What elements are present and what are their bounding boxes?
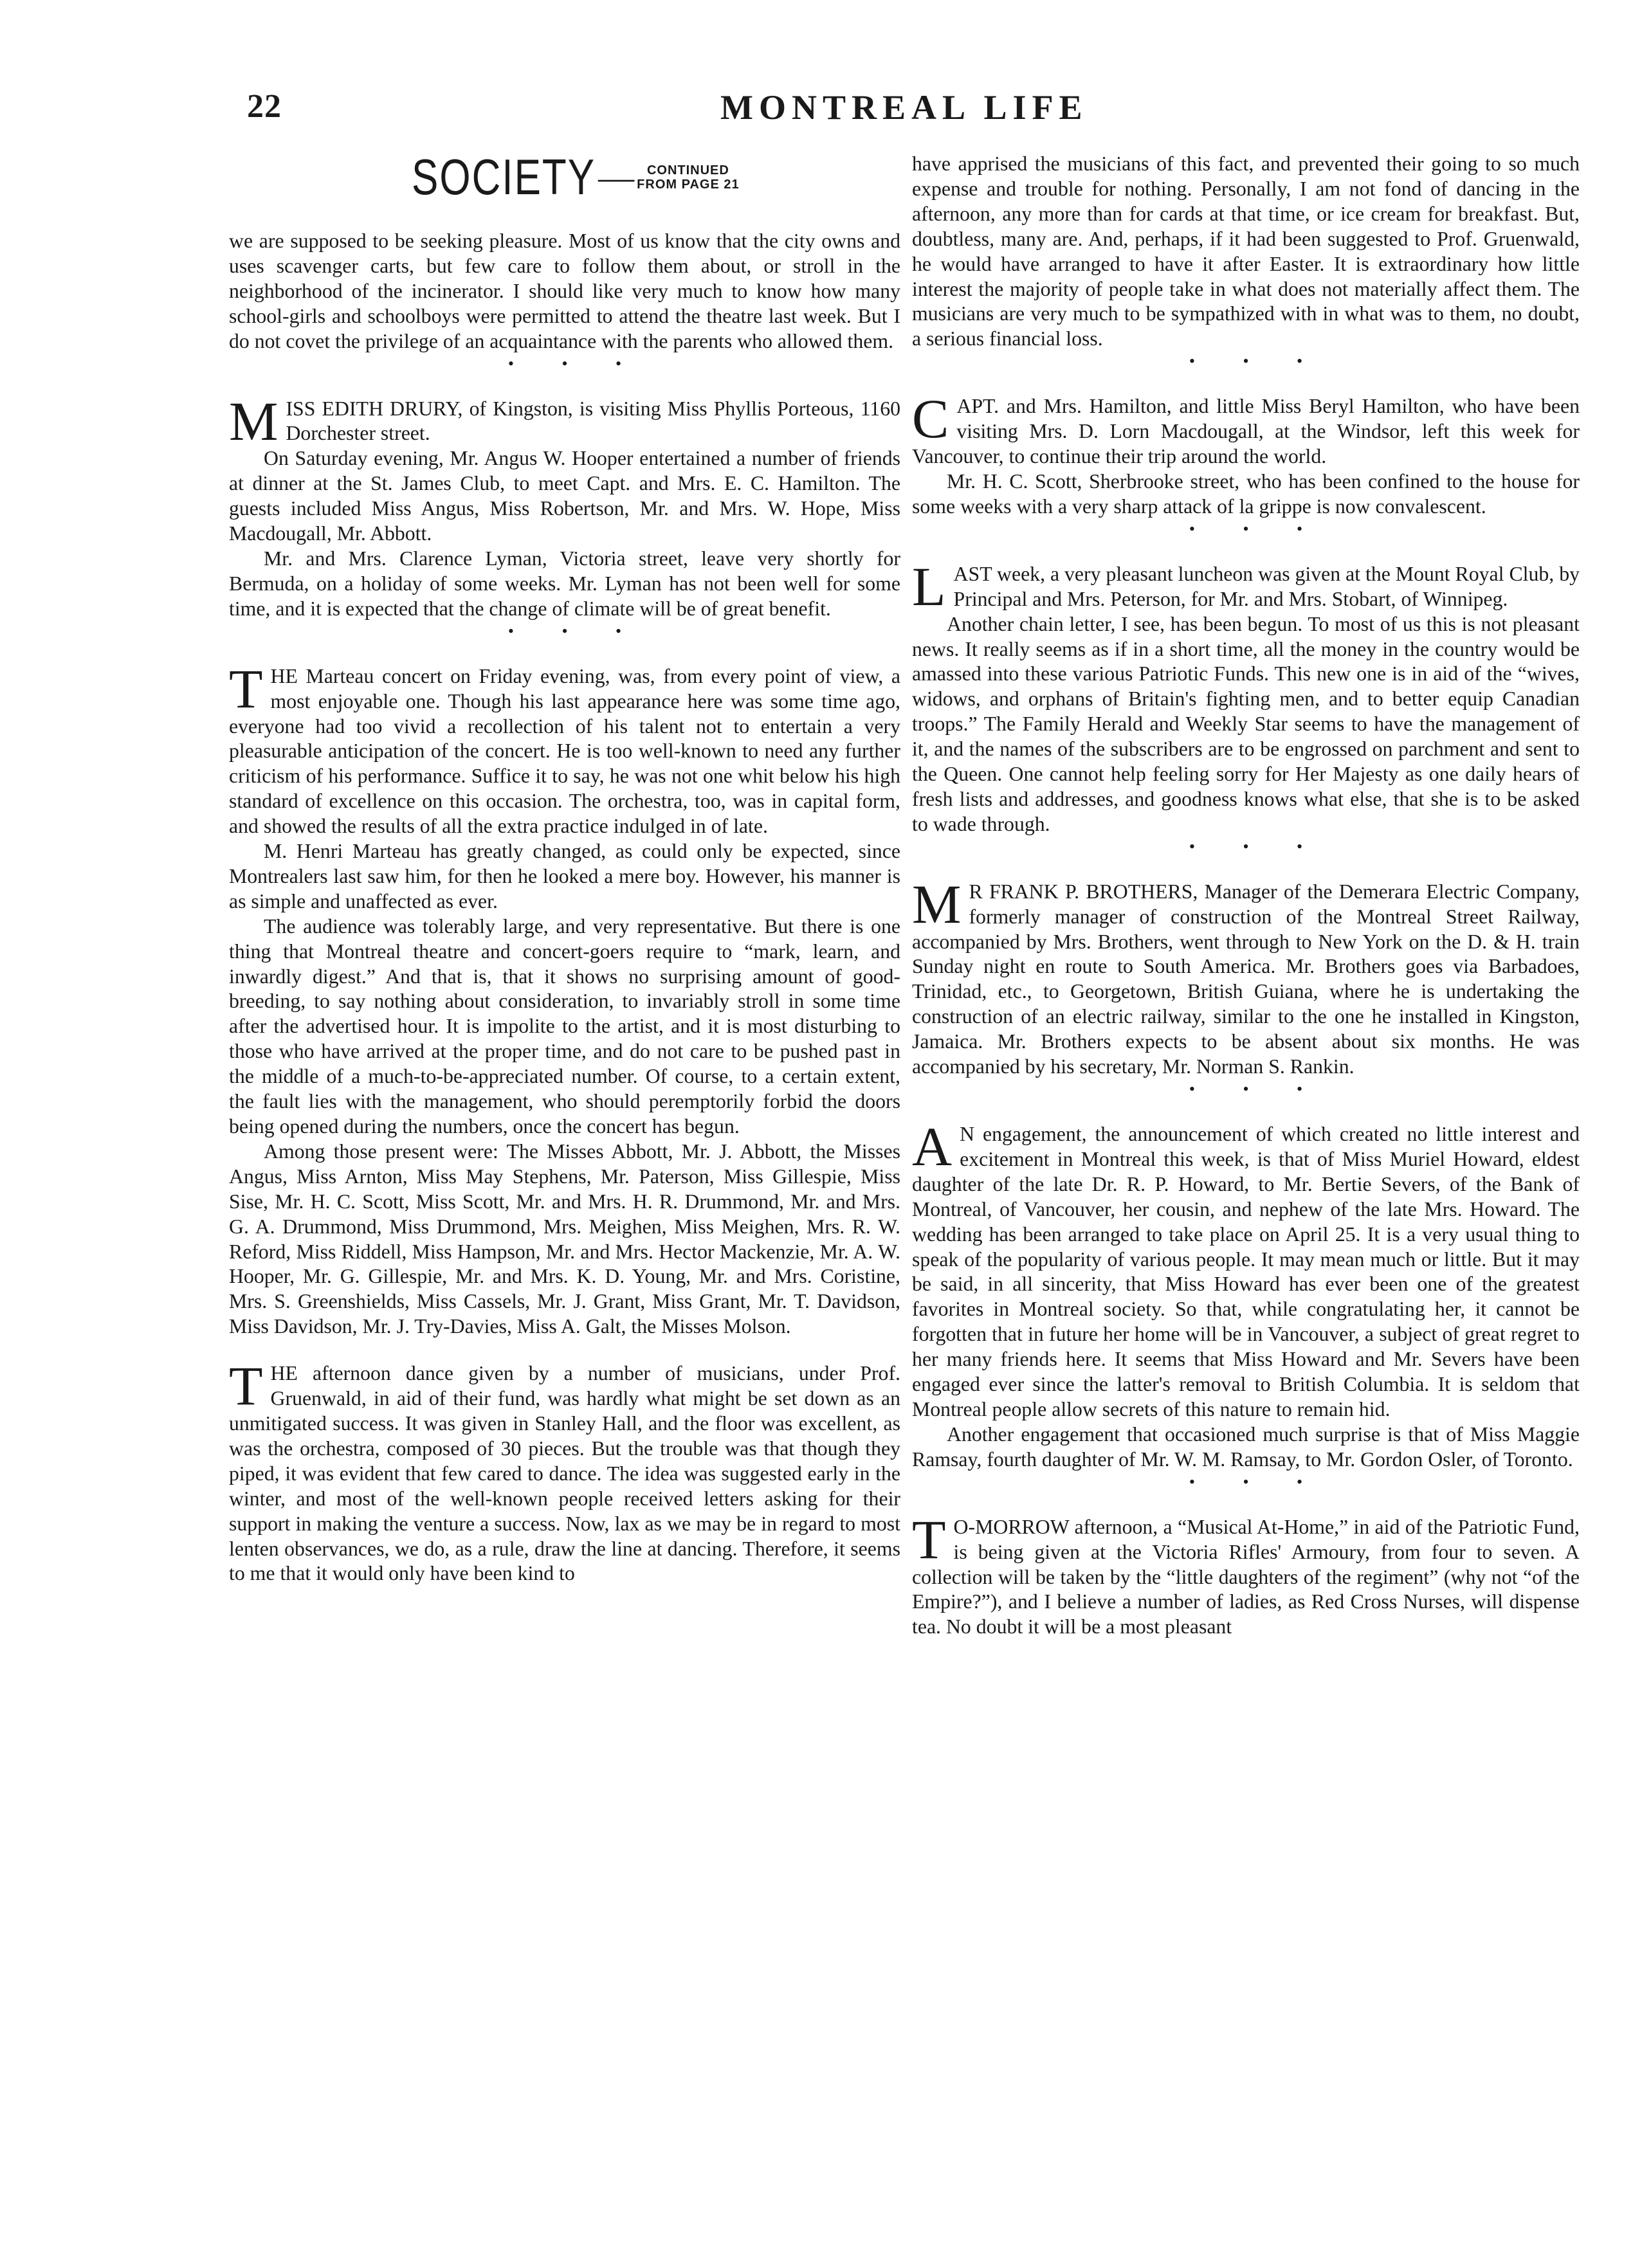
- separator: • • •: [1189, 837, 1325, 856]
- paragraph: On Saturday evening, Mr. Angus W. Hooper entertained a number of friends at dinner at the St. James Club, to meet Capt. and Mrs. E. C. Hamilton. The guests included Miss Angus, Miss Robertson, Mr. and Mrs. W. Hope, Miss Macdougall, Mr. Abbott.: [229, 447, 900, 545]
- paragraph: Mr. H. C. Scott, Sherbrooke street, who has been confined to the house for some weeks with a very sharp attack of la grippe is now convalescent.: [912, 469, 1580, 518]
- article-hamilton: [912, 388, 1580, 520]
- article-drury: [229, 390, 900, 622]
- paragraph: THE Marteau concert on Friday evening, was, from every point of view, a most enjoyable one. Though his last appearance here was some time ago, everyone had too vivid a recollection of his talent not to entertain a very pleasurable anticipation of the concert. He is too well-known to need any further criticism of his performance. Suffice it to say, he was not one whit below his high standard of excellence on this occasion. The orchestra, too, was in capital form, and showed the results of all the extra practice indulged in of late.: [229, 657, 900, 838]
- article-continuation: we are supposed to be seeking pleasure. Most of us know that the city owns and uses scavenger carts, but few care to follow them about, or stroll in the neighborhood of the incinerator. I should like very much to know how many school-girls and schoolboys were permitted to attend the theatre last week. But I do not covet the privilege of an acquaintance with the parents who allowed them.: [229, 230, 900, 352]
- paragraph: The audience was tolerably large, and very representative. But there is one thing that Montreal theatre and concert-goers require to “mark, learn, and inwardly digest.” And that is, that it shows no surprising amount of good-breeding, to say nothing about consideration, to invariably stroll in some time after the advertised hour. It is impolite to the artist, and it is most disturbing to those who have arrived at the proper time, and do not care to be pushed past in the middle of a much-to-be-appreciated number. Of course, to a certain extent, the fault lies with the management, who should peremptorily forbid the doors being opened during the numbers, once the concert has begun.: [229, 914, 900, 1138]
- article-brothers: [912, 873, 1580, 1080]
- separator: • • •: [1189, 519, 1325, 538]
- article-dance: [229, 1355, 900, 1586]
- separator: • • •: [507, 354, 644, 373]
- running-head: MONTREAL LIFE: [720, 88, 1088, 127]
- paragraph: T O-MORROW afternoon, a “Musical At-Home,” in aid of the Patriotic Fund, is being given at the Victoria Rifles' Armoury, from four to seven. A collection will be taken by the “little daughters of the regiment” (why not “of the Empire?”), and I believe a number of ladies, as Red Cross Nurses, will dispense tea. No doubt it will be a most pleasant: [912, 1508, 1580, 1638]
- separator: • • •: [1189, 1080, 1325, 1098]
- paragraph: THE afternoon dance given by a number of musicians, under Prof. Gruenwald, in aid of their fund, was hardly what might be set down as an unmitigated success. It was given in Stanley Hall, and the floor was excellent, as was the orchestra, composed of 30 pieces. But the trouble was that though they piped, it was evident that few cared to dance. The idea was suggested early in the winter, and most of the well-known people received letters asking for their support in making the venture a success. Now, lax as we may be in regard to most lenten observances, we do, as a rule, draw the line at dancing. Therefore, it seems to me that it would only have been kind to: [229, 1355, 900, 1585]
- paragraph: CAPT. and Mrs. Hamilton, and little Miss Beryl Hamilton, who have been visiting Mrs. D. Lorn Macdougall, at the Windsor, left this week for Vancouver, to continue their trip around the world.: [912, 388, 1580, 468]
- article-continuation: have apprised the musicians of this fact, and prevented their going to so much expense and trouble for nothing. Personally, I am not fond of dancing in the afternoon, any more than for cards at that time, or ice cream for breakfast. But, doubtless, many are. And, perhaps, if it had been suggested to Prof. Gruenwald, he would have arranged to have it after Easter. It is extraordinary how little interest the majority of people take in what does not materially affect them. The musicians are very much to be sympathized with in what was to them, no doubt, a serious financial loss.: [912, 152, 1580, 350]
- separator: • • •: [1189, 1472, 1325, 1491]
- continued-line-2: FROM PAGE 21: [637, 177, 740, 192]
- paragraph: MISS EDITH DRURY, of Kingston, is visiting Miss Phyllis Porteous, 1160 Dorchester street.: [229, 390, 900, 452]
- paragraph: Mr. and Mrs. Clarence Lyman, Victoria street, leave very shortly for Bermuda, on a holiday of some weeks. Mr. Lyman has not been well for some time, and it is expected that the change of climate will be of great benefit.: [229, 547, 900, 620]
- paragraph: M R FRANK P. BROTHERS, Manager of the Demerara Electric Company, formerly manager of construction of the Montreal Street Railway, accompanied by Mrs. Brothers, went through to New York on the D. & H. train Sunday night en route to South America. Mr. Brothers goes via Barbadoes, Trinidad, etc., to Georgetown, British Guiana, where he is undertaking the construction of an electric railway, similar to the one he installed in Kingston, Jamaica. Mr. Brothers expects to be absent about six months. He was accompanied by his secretary, Mr. Norman S. Rankin.: [912, 873, 1580, 1078]
- drop-cap: C: [912, 388, 949, 450]
- right-column: [912, 152, 1580, 1640]
- paragraph: A N engagement, the announcement of which created no little interest and excitement in Montreal this week, is that of Miss Muriel Howard, eldest daughter of the late Dr. R. P. Howard, to Mr. Bertie Severs, of the Bank of Montreal, of Vancouver, her cousin, and nephew of the late Mrs. Howard. The wedding has been arranged to take place on April 25. It is a very usual thing to speak of the popularity of various people. It may mean much or little. But it may be said, in all sincerity, that Miss Howard has ever been one of the greatest favorites in Montreal society. So that, while congratulating her, it cannot be forgotten that in future her home will be in Vancouver, a subject of great regret to her many friends here. It seems that Miss Howard and Mr. Severs have been engaged ever since the latter's removal to British Columbia. It is seldom that Montreal people allow secrets of this nature to remain hid.: [912, 1116, 1580, 1420]
- paragraph: LAST week, a very pleasant luncheon was given at the Mount Royal Club, by Principal and Mrs. Peterson, for Mr. and Mrs. Stobart, of Winnipeg.: [912, 555, 1580, 617]
- drop-cap: M: [912, 873, 962, 935]
- section-heading: [412, 149, 740, 206]
- article-engagement: [912, 1116, 1580, 1473]
- article-marteau: [229, 657, 900, 1339]
- continued-line-1: CONTINUED: [646, 163, 729, 177]
- article-luncheon: [912, 555, 1580, 837]
- paragraph: Another engagement that occasioned much surprise is that of Miss Maggie Ramsay, fourth daughter of Mr. W. M. Ramsay, to Mr. Gordon Osler, of Toronto.: [912, 1422, 1580, 1471]
- paragraph: Another chain letter, I see, has been begun. To most of us this is not pleasant news. It really seems as if in a short time, all the money in the country would be amassed into these various Patriotic Funds. This new one is in aid of the “wives, widows, and orphans of Britain's fighting men, and to better equip Canadian troops.” The Family Herald and Weekly Star seems to have the management of it, and the names of the subscribers are to be engrossed on parchment and sent to the Queen. One cannot help feeling sorry for Her Majesty as one daily hears of fresh lists and addresses, and goodness knows what else, that she is to be asked to wade through.: [912, 612, 1580, 835]
- separator: • • •: [1189, 352, 1325, 371]
- section-title: SOCIETY: [412, 149, 596, 206]
- left-column: [229, 229, 900, 1586]
- drop-cap: T: [912, 1508, 946, 1570]
- drop-cap: M: [229, 390, 278, 452]
- page-number: 22: [247, 88, 282, 125]
- article-musical: [912, 1508, 1580, 1640]
- continued-note: [637, 163, 739, 192]
- separator: • • •: [507, 621, 644, 640]
- drop-cap: A: [912, 1116, 953, 1177]
- paragraph: M. Henri Marteau has greatly changed, as could only be expected, since Montrealers last saw him, for then he looked a mere boy. However, his manner is as simple and unaffected as ever.: [229, 840, 900, 912]
- drop-cap: L: [912, 555, 946, 617]
- paragraph: Among those present were: The Misses Abbott, Mr. J. Abbott, the Misses Angus, Miss Arnton, Miss May Stephens, Mr. Paterson, Miss Gillespie, Miss Sise, Mr. H. C. Scott, Miss Scott, Mr. and Mrs. H. R. Drummond, Mr. and Mrs. G. A. Drummond, Miss Drummond, Mrs. Meighen, Miss Meighen, Mrs. R. W. Reford, Miss Riddell, Miss Hampson, Mr. and Mrs. Hector Mackenzie, Mr. A. W. Hooper, Mr. G. Gillespie, Mr. and Mrs. K. D. Young, Mr. and Mrs. Coristine, Mrs. S. Greenshields, Miss Cassels, Mr. J. Grant, Miss Grant, Mr. T. Davidson, Miss Davidson, Mr. J. Try-Davies, Miss A. Galt, the Misses Molson.: [229, 1139, 900, 1338]
- drop-cap: T: [229, 1355, 263, 1417]
- drop-cap: T: [229, 657, 263, 720]
- section-dash: —: [598, 158, 635, 197]
